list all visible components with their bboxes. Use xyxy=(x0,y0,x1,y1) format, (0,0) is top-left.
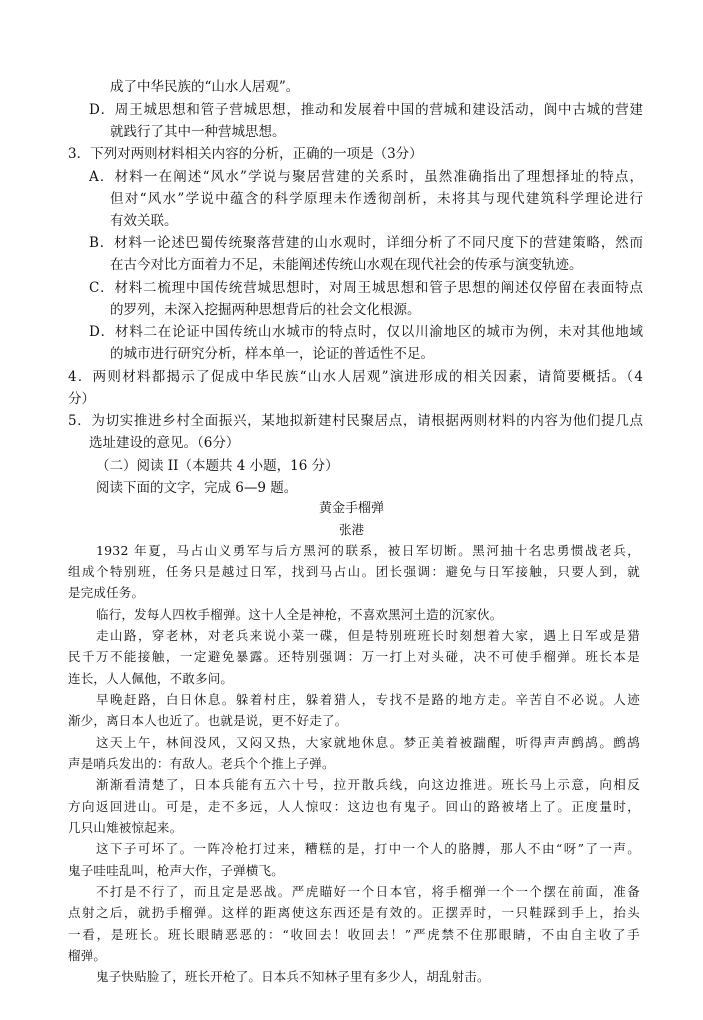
q2-option-d-cont: 就践行了其中一种营城思想。 xyxy=(110,124,286,140)
story-line: 一看，是班长。班长眼睛恶恶的：“收回去！收回去！”严虎禁不住那眼睛，不由自主收了手 xyxy=(68,927,640,942)
section-instruction: 阅读下面的文字，完成 6—9 题。 xyxy=(96,480,298,496)
story-title: 黄金手榴弹 xyxy=(318,501,384,516)
q3-option-a-cont: 有效关联。 xyxy=(110,213,178,229)
story-line: 不打是不行了，而且定是恶战。严虎瞄好一个日本官，将手榴弹一个一个摆在前面，准备 xyxy=(96,884,640,899)
q5-stem-cont: 选址建设的意见。（6分） xyxy=(89,435,240,451)
q3-option-c-cont: 的罗列，未深入挖掘两种思想背后的社会文化根源。 xyxy=(110,302,421,318)
story-line: 几只山雉被惊起来。 xyxy=(68,820,183,835)
q3-option-a-cont: 但对“风水”学说中蕴含的科学原理未作透彻剖析，未将其与现代建筑科学理论进行 xyxy=(110,191,643,207)
story-line: 榴弹。 xyxy=(68,948,107,963)
story-line: 这天上午，林间没风，又闷又热，大家就地休息。梦正美着被踹醒，听得声声鹧鸪。鹧鸪 xyxy=(96,735,640,750)
story-line: 1932 年夏，马占山义勇军与后方黑河的联系，被日军切断。黑河抽十名忠勇惯战老兵， xyxy=(96,543,640,558)
story-line: 是完成任务。 xyxy=(68,585,145,600)
story-author: 张港 xyxy=(338,522,364,537)
story-line: 声是哨兵发出的：有敌人。老兵个个推上子弹。 xyxy=(68,756,335,771)
q3-option-d-cont: 的城市进行研究分析，样本单一，论证的普适性不足。 xyxy=(110,346,434,362)
story-line: 鬼子快贴脸了，班长开枪了。日本兵不知林子里有多少人，胡乱射击。 xyxy=(96,969,490,984)
q5-stem: 5．为切实推进乡村全面振兴，某地拟新建村民聚居点，请根据两则材料的内容为他们提几点 xyxy=(68,413,643,429)
story-line: 鬼子哇哇乱叫，枪声大作，子弹横飞。 xyxy=(68,863,284,878)
story-line: 早晚赶路，白日休息。躲着村庄，躲着猎人，专找不是路的地方走。辛苦自不必说。人迹 xyxy=(96,692,640,707)
q3-option-d: D．材料二在论证中国传统山水城市的特点时，仅以川渝地区的城市为例，未对其他地域 xyxy=(89,324,643,340)
q3-option-a: A．材料一在阐述“风水”学说与聚居营建的关系时，虽然准确指出了理想择址的特点， xyxy=(89,169,643,185)
story-line: 组成个特别班，任务只是越过日军，找到马占山。团长强调：避免与日军接触，只要人到，就 xyxy=(68,564,640,579)
q2-option-d: D．周王城思想和管子营城思想，推动和发展着中国的营城和建设活动，阆中古城的营建 xyxy=(89,102,643,118)
story-line: 民千万不能接触，一定避免暴露。还特别强调：万一打上对头碰，决不可使手榴弹。班长本是 xyxy=(68,649,640,664)
q3-stem: 3．下列对两则材料相关内容的分析，正确的一项是（3分） xyxy=(68,146,423,162)
story-line: 渐少，离日本人也近了。也就是说，更不好走了。 xyxy=(68,713,348,728)
q3-option-c: C．材料二梳理中国传统营城思想时，对周王城思想和管子思想的阐述仅停留在表面特点 xyxy=(89,280,643,296)
q4-stem-cont: 分） xyxy=(68,391,95,407)
section-heading: （二）阅读 II（本题共 4 小题，16 分） xyxy=(96,458,339,474)
q3-option-b-cont: 在古今对比方面着力不足，未能阐述传统山水观在现代社会的传承与演变轨迹。 xyxy=(110,257,583,273)
q2-option-c-tail: 成了中华民族的“山水人居观”。 xyxy=(110,79,300,95)
story-line: 方向返回进山。可是，走不多远，人人惊叹：这边也有鬼子。回山的路被堵上了。正度量时， xyxy=(68,799,640,814)
story-line: 临行，发每人四枚手榴弹。这十人全是神枪，不喜欢黑河土造的沉家伙。 xyxy=(96,607,503,622)
story-line: 连长，人人佩他，不敢多问。 xyxy=(68,671,234,686)
story-line: 走山路，穿老林，对老兵来说小菜一碟，但是特别班班长时刻想着大家，遇上日军或是猎 xyxy=(96,628,640,643)
story-line: 渐渐看清楚了，日本兵能有五六十号，拉开散兵线，向这边推进。班长马上示意，向相反 xyxy=(96,777,640,792)
story-line: 这下子可坏了。一阵冷枪打过来，糟糕的是，打中一个人的胳膊，那人不由“呀”了一声。 xyxy=(96,841,640,856)
q3-option-b: B．材料一论述巴蜀传统聚落营建的山水观时，详细分析了不同尺度下的营建策略，然而 xyxy=(89,235,643,251)
story-line: 点射之后，就扔手榴弹。这样的距离使这东西还是有效的。正摆弄时，一只鞋踩到手上，抬头 xyxy=(68,905,640,920)
q4-stem: 4．两则材料都揭示了促成中华民族“山水人居观”演进形成的相关因素，请简要概括。（4 xyxy=(68,369,643,385)
